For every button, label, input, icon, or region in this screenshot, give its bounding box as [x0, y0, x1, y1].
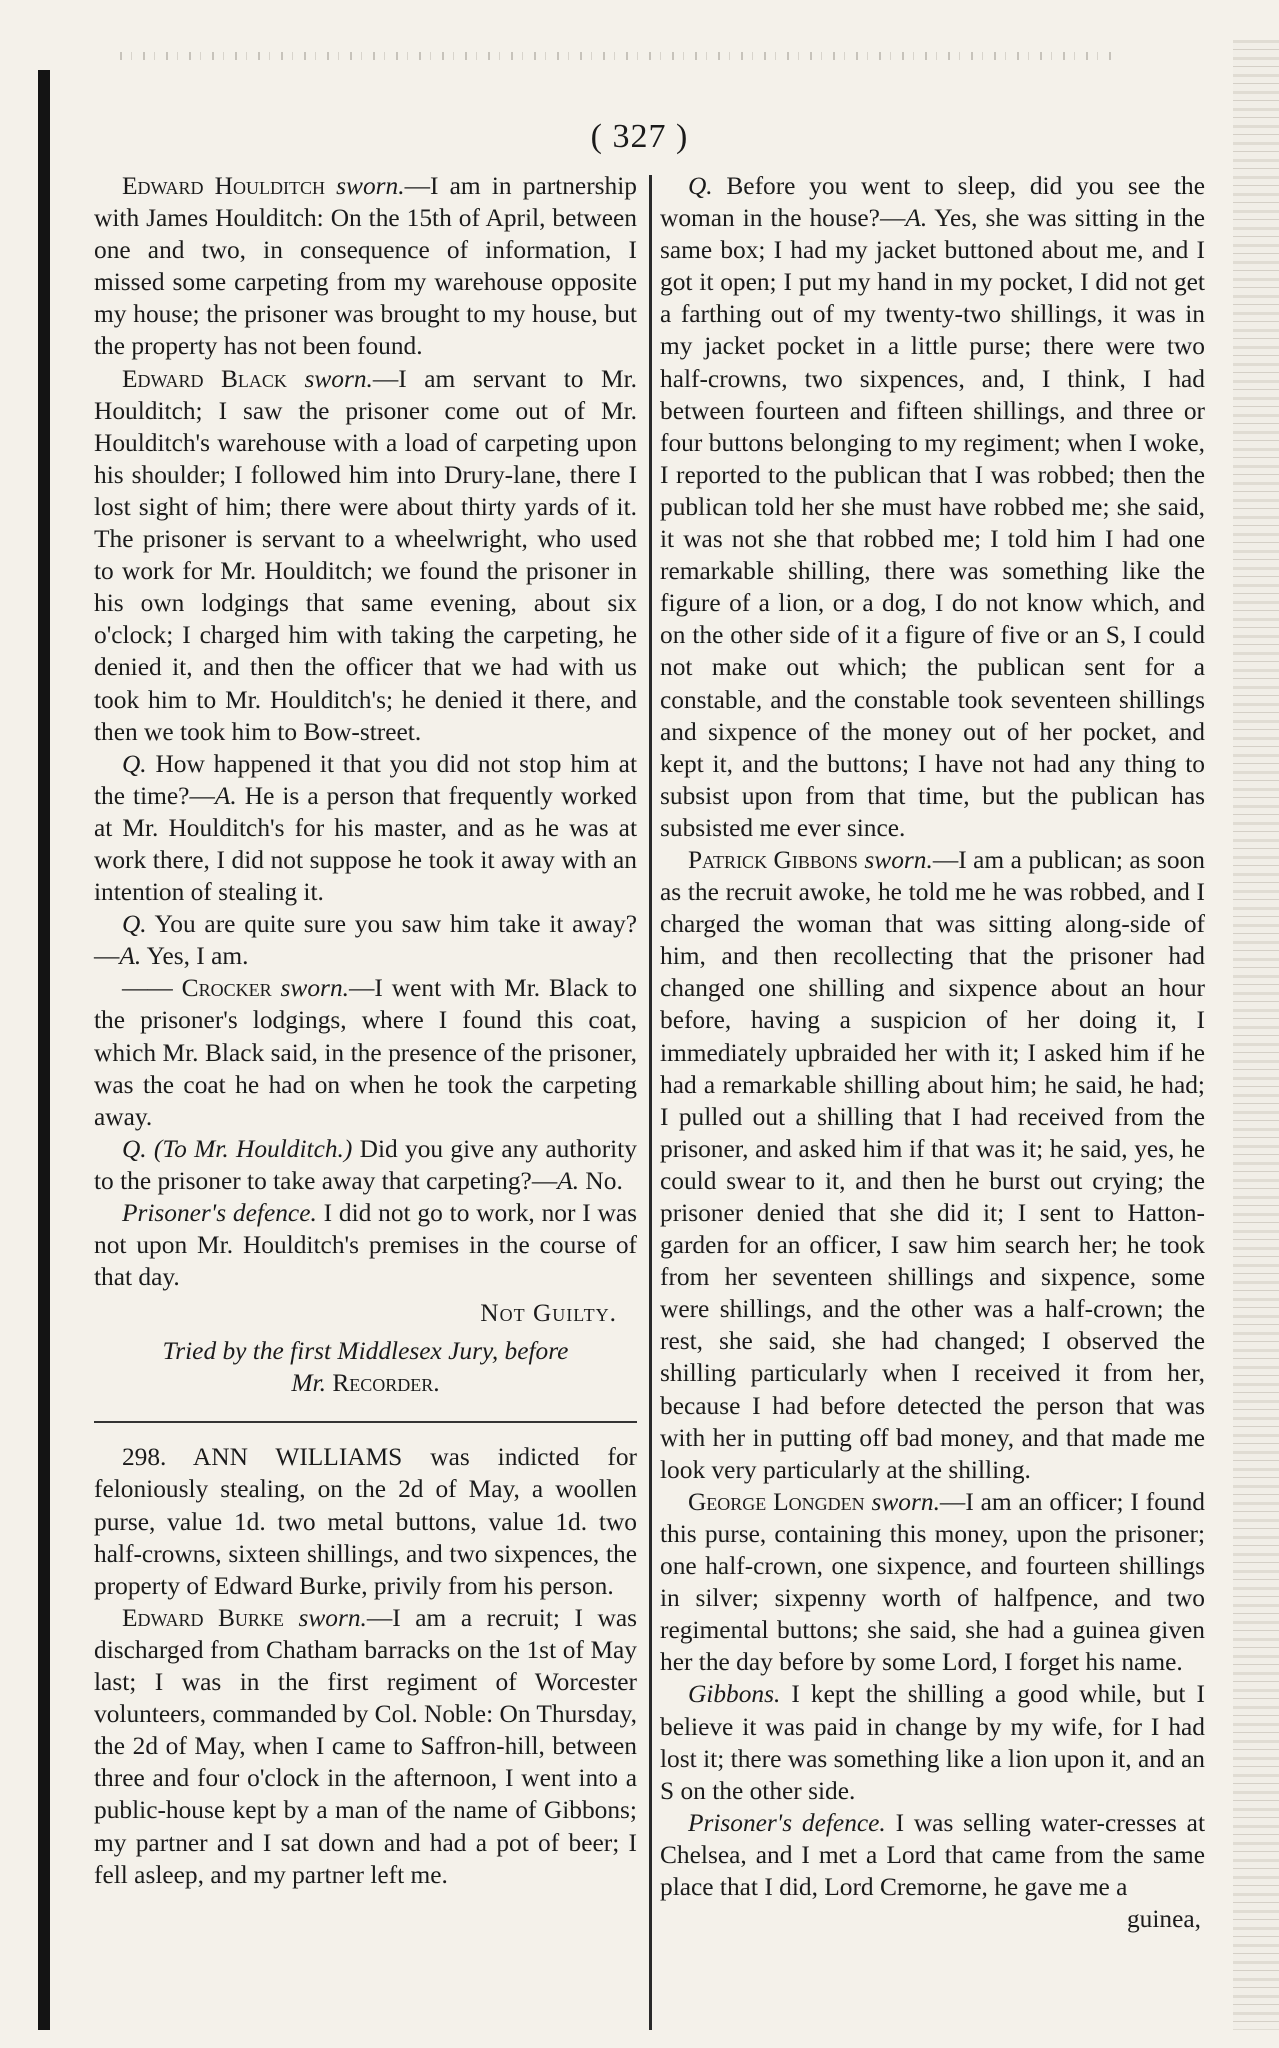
- witness-name: George Longden: [687, 1487, 865, 1516]
- catchword: guinea,: [1126, 1905, 1201, 1934]
- testimony-text: —I am servant to Mr. Houlditch; I saw the prisoner come out of Mr. Houlditch's warehouse with a load of carpeting upon his shoulder; I followed him into Drury-lane, there I lost sight of him; there were about thirty yards of it. The prisoner is servant to a wheelwright, who used to work for Mr. Houlditch; we found the prisoner in his own lodgings that same evening, about six o'clock; I charged him with taking the carpeting, he denied it, and then the officer that we had with us took him to Mr. Houlditch's; he denied it there, and then we took him to Bow-street.: [94, 364, 637, 746]
- a-label: A.: [119, 942, 142, 971]
- testimony-burke: [94, 1602, 637, 1891]
- sworn-label: sworn.: [336, 172, 405, 200]
- question-answer: [660, 170, 1205, 844]
- question-text: Did you give any authority to the prisoner to take away that carpeting?—: [94, 1134, 637, 1195]
- gibbons-statement: [660, 1678, 1205, 1806]
- question-text: Before you went to sleep, did you see the woman in the house?—: [660, 172, 1205, 233]
- scan-top-noise: [120, 52, 1120, 60]
- prisoner-defence: [660, 1807, 1205, 1903]
- page-number: ( 327 ): [590, 118, 689, 155]
- testimony-gibbons: [660, 844, 1205, 1486]
- question-answer: [94, 908, 637, 972]
- defence-text: I was selling water-cresses at Chelsea, and I met a Lord that came from the same place that I did, Lord Cremorne, he gave me a: [660, 1808, 1205, 1901]
- witness-name: Patrick Gibbons: [687, 845, 858, 874]
- testimony-longden: [660, 1486, 1205, 1679]
- defence-text: I did not go to work, nor I was not upon Mr. Houlditch's premises in the course of that day.: [94, 1199, 637, 1292]
- testimony-text: —I am a publican; as soon as the recruit awoke, he told me he was robbed, and I charged the woman that was sitting along-side of him, and then recollecting that the prisoner had changed one shilling and sixpence about an hour before, having a suspicion of her doing it, I immediately upbraided her with it; I asked him if he had a remarkable shilling about him; he said, he had; I pulled out a shilling that I had received from the prisoner, and asked him if that was it; he said, yes, he could swear to it, and then he burst out crying; the prisoner denied that she did it; I sent to Hatton-garden for an officer, I saw him search her; he took from her seventeen shillings and sixpence, some were shillings, and the other was a half-crown; the rest, she said, she had changed; I observed the shilling particularly when I received it from her, because I had before detected the person that was with her in putting off bad money, and that made me look very particularly at the shilling.: [660, 845, 1205, 1484]
- witness-name: Crocker: [181, 974, 272, 1003]
- q-label: Q.: [121, 749, 147, 778]
- case-298-heading: [94, 1441, 637, 1601]
- testimony-crocker: [94, 972, 637, 1132]
- prisoner-defence: [94, 1197, 637, 1293]
- q-label: Q.: [121, 1134, 147, 1163]
- statement-text: I kept the shilling a good while, but I believe it was paid in change by my wife, for I had lost it; there was something like a lion upon it, and an S on the other side.: [660, 1680, 1205, 1805]
- sworn-label: sworn.: [871, 1487, 940, 1516]
- case-text: was indicted for feloniously stealing, on the 2d of May, a woollen purse, value 1d. two metal buttons, value 1d. two half-crowns, sixteen shillings, and two sixpences, the property of Edward Burke, privily from his person.: [94, 1443, 637, 1600]
- sworn-label: sworn.: [864, 845, 933, 874]
- verdict: Not Guilty.: [480, 1299, 617, 1328]
- testimony-text: —I am an officer; I found this purse, containing this money, upon the prisoner; one half-crown, one sixpence, and fourteen shillings in silver; sixpenny worth of halfpence, and two regimental buttons; she said, she had a guinea given her the day before by some Lord, I forget his name.: [660, 1487, 1205, 1677]
- dash: ——: [121, 974, 182, 1003]
- a-label: A.: [214, 781, 237, 810]
- testimony-houlditch: [94, 170, 637, 363]
- tried-line-1: Tried by the first Middlesex Jury, before: [162, 1337, 569, 1366]
- binding-edge: [38, 70, 50, 2030]
- question-answer: [94, 1133, 637, 1197]
- witness-name: Edward Black: [121, 364, 287, 393]
- recorder: Recorder.: [332, 1369, 440, 1398]
- aside: (To Mr. Houlditch.): [146, 1134, 353, 1163]
- testimony-text: —I am in partnership with James Houlditch: On the 15th of April, between one and two, in consequence of information, I missed some carpeting from my warehouse opposite my house; the prisoner was brought to my house, but the property has not been found.: [94, 172, 637, 361]
- testimony-black: [94, 363, 637, 748]
- tried-by: [94, 1335, 637, 1399]
- a-label: A.: [557, 1166, 580, 1195]
- right-column: [660, 170, 1205, 1935]
- column-divider: [649, 175, 652, 2030]
- left-column: [94, 170, 637, 1891]
- answer-text: He is a person that frequently worked at Mr. Houlditch's for his master, and as he was at work there, I did not suppose he took it away with an intention of stealing it.: [94, 781, 637, 907]
- q-label: Q.: [687, 172, 713, 200]
- sworn-label: sworn.: [304, 364, 373, 393]
- witness-name: Edward Houlditch: [121, 172, 325, 200]
- answer-text: Yes, she was sitting in the same box; I had my jacket buttoned about me, and I got it open; I put my hand in my pocket, I did not get a farthing out of my twenty-two shillings, it was in my jacket pocket in a little purse; there were two half-crowns, two sixpences, and, I think, I had between fourteen and fifteen shillings, and three or four buttons belonging to my regiment; when I woke, I reported to the publican that I was robbed; then the publican told her she must have robbed me; she said, it was not she that robbed me; I told him I had one remarkable shilling, there was something like the figure of a lion, or a dog, I do not know which, and on the other side of it a figure of five or an S, I could not make out which; the publican sent for a constable, and the constable took seventeen shillings and sixpence of the money out of her pocket, and kept it, and the buttons; I have not had any thing to subsist upon from that time, but the publican has subsisted me ever since.: [660, 204, 1205, 842]
- testimony-text: —I am a recruit; I was discharged from Chatham barracks on the 1st of May last; I was in the first regiment of Worcester volunteers, commanded by Col. Noble: On Thursday, the 2d of May, when I came to Saffron-hill, between three and four o'clock in the afternoon, I went into a public-house kept by a man of the name of Gibbons; my partner and I sat down and had a pot of beer; I fell asleep, and my partner left me.: [94, 1603, 637, 1889]
- a-label: A.: [905, 204, 928, 233]
- testimony-text: —I went with Mr. Black to the prisoner's lodgings, where I found this coat, which Mr. Black said, in the presence of the prisoner, was the coat he had on when he took the carpeting away.: [94, 974, 637, 1131]
- question-answer: [94, 748, 637, 908]
- defence-label: Prisoner's defence.: [121, 1199, 317, 1227]
- page-edge-shadow: [1233, 40, 1279, 2030]
- case-separator: [94, 1421, 637, 1423]
- sworn-label: sworn.: [280, 974, 349, 1003]
- tried-line-2: Mr.: [291, 1369, 326, 1398]
- sworn-label: sworn.: [298, 1603, 367, 1632]
- speaker-label: Gibbons.: [687, 1680, 781, 1709]
- answer-text: No.: [579, 1166, 623, 1195]
- question-text: You are quite sure you saw him take it away?—: [94, 910, 637, 971]
- defence-label: Prisoner's defence.: [687, 1808, 886, 1837]
- question-text: How happened it that you did not stop him at the time?—: [94, 749, 637, 810]
- q-label: Q.: [121, 910, 147, 939]
- case-lead: 298. ANN WILLIAMS: [121, 1443, 403, 1472]
- answer-text: Yes, I am.: [141, 942, 249, 971]
- witness-name: Edward Burke: [121, 1603, 284, 1632]
